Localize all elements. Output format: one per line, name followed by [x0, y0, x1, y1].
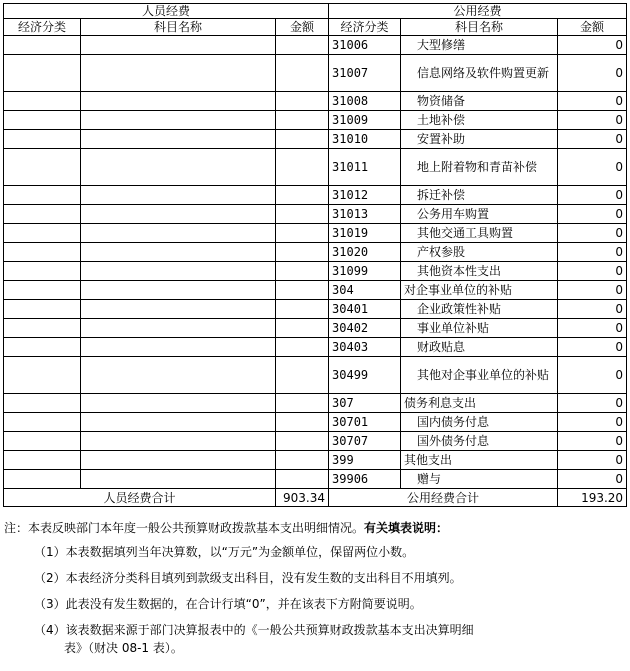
table-row	[4, 470, 627, 489]
public-class-cell: 31006	[329, 36, 401, 55]
personnel-name-cell	[81, 281, 276, 300]
personnel-amount-cell	[276, 432, 329, 451]
public-total-label: 公用经费合计	[329, 489, 558, 507]
table-row	[4, 281, 627, 300]
public-name-cell: 土地补偿	[401, 111, 558, 130]
personnel-amount-cell	[276, 300, 329, 319]
table-row	[4, 319, 627, 338]
public-amount-cell: 0	[558, 338, 627, 357]
table-row	[4, 205, 627, 224]
public-name-cell: 拆迁补偿	[401, 186, 558, 205]
personnel-name-cell	[81, 186, 276, 205]
public-amount-cell: 0	[558, 413, 627, 432]
public-amount-cell: 0	[558, 55, 627, 92]
note-item-2: （2）本表经济分类科目填列到款级支出科目，没有发生数的支出科目不用填列。	[34, 571, 462, 585]
personnel-amount-cell	[276, 470, 329, 489]
public-name-cell: 其他支出	[401, 451, 558, 470]
public-name-cell: 物资储备	[401, 92, 558, 111]
public-name-cell: 其他资本性支出	[401, 262, 558, 281]
personnel-amount-cell	[276, 413, 329, 432]
public-amount-cell: 0	[558, 262, 627, 281]
personnel-amount-cell	[276, 262, 329, 281]
personnel-group-header: 人员经费	[4, 4, 329, 19]
personnel-name-cell	[81, 92, 276, 111]
group-header-row	[4, 4, 627, 19]
personnel-name-cell	[81, 300, 276, 319]
public-amount-cell: 0	[558, 149, 627, 186]
personnel-class-cell	[4, 243, 81, 262]
public-amount-cell: 0	[558, 224, 627, 243]
column-header-row	[4, 19, 627, 36]
public-amount-cell: 0	[558, 36, 627, 55]
personnel-name-cell	[81, 470, 276, 489]
personnel-total-amount: 903.34	[276, 489, 329, 507]
table-row	[4, 432, 627, 451]
public-class-cell: 30701	[329, 413, 401, 432]
public-name-cell: 产权参股	[401, 243, 558, 262]
public-class-cell: 399	[329, 451, 401, 470]
public-class-cell: 30402	[329, 319, 401, 338]
public-name-cell: 信息网络及软件购置更新	[401, 55, 558, 92]
table-row	[4, 36, 627, 55]
table-row	[4, 224, 627, 243]
personnel-class-cell	[4, 224, 81, 243]
personnel-amount-cell	[276, 36, 329, 55]
table-row	[4, 130, 627, 149]
public-amount-cell: 0	[558, 243, 627, 262]
personnel-amount-cell	[276, 149, 329, 186]
public-class-cell: 31009	[329, 111, 401, 130]
personnel-amount-cell	[276, 224, 329, 243]
note-item-1: （1）本表数据填列当年决算数，以“万元”为金额单位，保留两位小数。	[34, 545, 415, 559]
personnel-class-cell	[4, 413, 81, 432]
public-name-cell: 公务用车购置	[401, 205, 558, 224]
public-class-cell: 31099	[329, 262, 401, 281]
personnel-class-cell	[4, 36, 81, 55]
table-row	[4, 111, 627, 130]
notes-lead-bold: 有关填表说明：	[364, 521, 449, 535]
public-class-cell: 31011	[329, 149, 401, 186]
personnel-amount-cell	[276, 186, 329, 205]
personnel-amount-cell	[276, 205, 329, 224]
public-name-cell: 其他交通工具购置	[401, 224, 558, 243]
public-name-cell: 国内债务付息	[401, 413, 558, 432]
personnel-name-cell	[81, 224, 276, 243]
public-class-cell: 39906	[329, 470, 401, 489]
personnel-class-cell	[4, 432, 81, 451]
public-amount-cell: 0	[558, 92, 627, 111]
personnel-class-cell	[4, 319, 81, 338]
expenditure-detail-table	[3, 3, 627, 507]
personnel-name-cell	[81, 451, 276, 470]
public-name-cell: 其他对企事业单位的补贴	[401, 357, 558, 394]
public-amount-cell: 0	[558, 281, 627, 300]
public-amount-cell: 0	[558, 111, 627, 130]
personnel-amount-header: 金额	[276, 19, 329, 36]
personnel-name-cell	[81, 432, 276, 451]
table-row	[4, 394, 627, 413]
public-class-cell: 31012	[329, 186, 401, 205]
personnel-name-cell	[81, 149, 276, 186]
personnel-amount-cell	[276, 357, 329, 394]
personnel-amount-cell	[276, 92, 329, 111]
personnel-amount-cell	[276, 451, 329, 470]
table-row	[4, 357, 627, 394]
public-class-cell: 30707	[329, 432, 401, 451]
personnel-class-cell	[4, 470, 81, 489]
public-name-cell: 财政贴息	[401, 338, 558, 357]
public-class-cell: 307	[329, 394, 401, 413]
public-amount-cell: 0	[558, 357, 627, 394]
personnel-class-cell	[4, 394, 81, 413]
personnel-name-cell	[81, 262, 276, 281]
notes-section	[4, 520, 626, 656]
personnel-name-cell	[81, 55, 276, 92]
note-item-3: （3）此表没有发生数据的，在合计行填“0”，并在该表下方附简要说明。	[34, 597, 422, 611]
public-class-cell: 31008	[329, 92, 401, 111]
personnel-amount-cell	[276, 394, 329, 413]
public-name-header: 科目名称	[401, 19, 558, 36]
public-amount-cell: 0	[558, 470, 627, 489]
public-class-cell: 30499	[329, 357, 401, 394]
personnel-class-cell	[4, 357, 81, 394]
personnel-amount-cell	[276, 338, 329, 357]
personnel-amount-cell	[276, 319, 329, 338]
public-amount-header: 金额	[558, 19, 627, 36]
personnel-class-cell	[4, 92, 81, 111]
personnel-class-cell	[4, 451, 81, 470]
personnel-class-cell	[4, 130, 81, 149]
table-row	[4, 149, 627, 186]
public-class-cell: 30401	[329, 300, 401, 319]
personnel-class-cell	[4, 300, 81, 319]
table-row	[4, 300, 627, 319]
public-amount-cell: 0	[558, 130, 627, 149]
table-row	[4, 413, 627, 432]
table-row	[4, 243, 627, 262]
public-amount-cell: 0	[558, 451, 627, 470]
notes-lead-text: 注：本表反映部门本年度一般公共预算财政拨款基本支出明细情况。	[4, 521, 365, 535]
personnel-class-cell	[4, 338, 81, 357]
personnel-name-cell	[81, 130, 276, 149]
public-name-cell: 国外债务付息	[401, 432, 558, 451]
public-class-cell: 31020	[329, 243, 401, 262]
personnel-class-cell	[4, 205, 81, 224]
table-row	[4, 338, 627, 357]
public-name-cell: 大型修缮	[401, 36, 558, 55]
public-amount-cell: 0	[558, 300, 627, 319]
personnel-total-label: 人员经费合计	[4, 489, 276, 507]
public-class-cell: 31007	[329, 55, 401, 92]
personnel-amount-cell	[276, 111, 329, 130]
public-name-cell: 安置补助	[401, 130, 558, 149]
public-total-amount: 193.20	[558, 489, 627, 507]
table-row	[4, 92, 627, 111]
personnel-name-cell	[81, 319, 276, 338]
note-item-4-continued: 表》（财决 08-1 表）。	[64, 641, 183, 655]
personnel-class-cell	[4, 281, 81, 300]
personnel-name-header: 科目名称	[81, 19, 276, 36]
personnel-amount-cell	[276, 243, 329, 262]
personnel-amount-cell	[276, 130, 329, 149]
personnel-name-cell	[81, 36, 276, 55]
table-row	[4, 451, 627, 470]
personnel-class-cell	[4, 149, 81, 186]
public-class-cell: 31010	[329, 130, 401, 149]
public-class-cell: 30403	[329, 338, 401, 357]
personnel-class-cell	[4, 262, 81, 281]
public-name-cell: 债务利息支出	[401, 394, 558, 413]
public-class-cell: 31019	[329, 224, 401, 243]
public-amount-cell: 0	[558, 319, 627, 338]
public-group-header: 公用经费	[329, 4, 627, 19]
public-amount-cell: 0	[558, 205, 627, 224]
totals-row	[4, 489, 627, 507]
personnel-name-cell	[81, 394, 276, 413]
personnel-class-header: 经济分类	[4, 19, 81, 36]
public-name-cell: 对企事业单位的补贴	[401, 281, 558, 300]
public-name-cell: 事业单位补贴	[401, 319, 558, 338]
public-class-header: 经济分类	[329, 19, 401, 36]
public-class-cell: 31013	[329, 205, 401, 224]
personnel-name-cell	[81, 205, 276, 224]
personnel-amount-cell	[276, 281, 329, 300]
public-amount-cell: 0	[558, 394, 627, 413]
personnel-name-cell	[81, 338, 276, 357]
public-amount-cell: 0	[558, 432, 627, 451]
public-name-cell: 企业政策性补贴	[401, 300, 558, 319]
note-item-4: （4）该表数据来源于部门决算报表中的《一般公共预算财政拨款基本支出决算明细	[34, 623, 474, 637]
public-amount-cell: 0	[558, 186, 627, 205]
table-row	[4, 55, 627, 92]
public-name-cell: 赠与	[401, 470, 558, 489]
table-row	[4, 186, 627, 205]
personnel-amount-cell	[276, 55, 329, 92]
personnel-name-cell	[81, 243, 276, 262]
public-name-cell: 地上附着物和青苗补偿	[401, 149, 558, 186]
public-class-cell: 304	[329, 281, 401, 300]
personnel-class-cell	[4, 186, 81, 205]
notes-lead	[4, 520, 626, 544]
personnel-class-cell	[4, 55, 81, 92]
personnel-name-cell	[81, 413, 276, 432]
personnel-name-cell	[81, 111, 276, 130]
table-row	[4, 262, 627, 281]
personnel-name-cell	[81, 357, 276, 394]
personnel-class-cell	[4, 111, 81, 130]
